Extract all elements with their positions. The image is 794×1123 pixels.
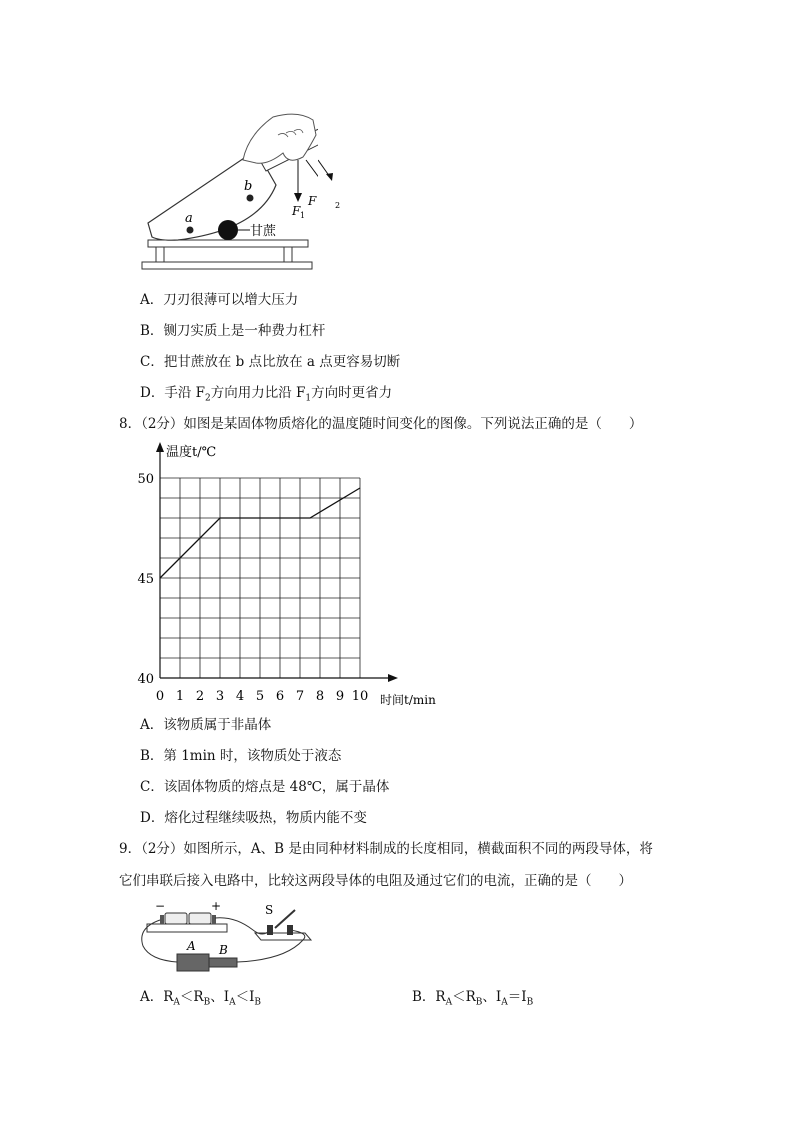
label-a: a [185, 211, 193, 226]
option-letter: A． [140, 292, 164, 308]
option-letter: B． [140, 323, 164, 339]
label-sugarcane: 甘蔗 [250, 224, 277, 239]
option-letter: B． [140, 748, 164, 764]
label-A: A [187, 939, 196, 953]
label-f2-sub: 2 [335, 201, 341, 210]
q7-option-c[interactable] [140, 353, 400, 371]
x-axis-label: 时间t/min [380, 693, 436, 707]
x-tick-label: 1 [175, 689, 185, 704]
operator: ＜ [452, 989, 466, 1005]
q7-option-a[interactable] [140, 291, 298, 309]
q8-option-a[interactable] [140, 716, 271, 734]
x-tick-label: 0 [155, 689, 165, 704]
symbol: R [435, 989, 446, 1005]
subscript: A [445, 997, 453, 1008]
y-axis-arrow [156, 442, 164, 452]
option-letter: A． [140, 717, 164, 733]
conductor-b [209, 958, 237, 967]
label-f2: F [308, 194, 317, 208]
q8-option-b[interactable] [140, 747, 341, 765]
temperature-time-chart [130, 440, 450, 715]
subscript: A [501, 997, 508, 1008]
q9-stem-line2: 它们串联后接入电路中，比较这两段导体的电阻及通过它们的电流，正确的是（ ） [119, 873, 632, 889]
q9-option-b[interactable] [412, 988, 533, 1012]
option-letter: A． [140, 989, 164, 1005]
subscript: 2 [205, 393, 211, 404]
q7-option-b[interactable] [140, 322, 325, 340]
q8-option-d[interactable] [140, 809, 367, 827]
x-tick-label: 3 [215, 689, 225, 704]
point-a [187, 227, 194, 234]
x-tick-label: 7 [295, 689, 305, 704]
option-text: 铡刀实质上是一种费力杠杆 [163, 323, 326, 339]
x-tick-label: 6 [275, 689, 285, 704]
option-text: 方向用力比沿 F [210, 385, 306, 401]
option-text: 手沿 F [164, 385, 205, 401]
label-b: b [244, 179, 253, 194]
cutter-figure-overflow [318, 155, 358, 215]
x-tick-label: 4 [235, 689, 245, 704]
option-text: 方向时更省力 [311, 385, 393, 401]
operator: ＝ [507, 989, 522, 1005]
battery-holder [147, 924, 227, 932]
option-letter: C． [140, 354, 164, 370]
q8-option-c[interactable] [140, 778, 389, 796]
symbol: I [223, 989, 230, 1005]
option-text: 熔化过程继续吸热，物质内能不变 [164, 810, 367, 826]
operator: ＜ [179, 989, 194, 1005]
option-letter: D． [140, 385, 165, 401]
symbol: I [521, 989, 527, 1005]
q9-stem-line1: 9．（2分）如图所示，A、B 是由同种材料制成的长度相同，横截面积不同的两段导体，将 [119, 841, 653, 857]
symbol: R [163, 989, 174, 1005]
x-tick-label: 8 [315, 689, 325, 704]
plus-sign: + [211, 899, 222, 913]
hand [243, 114, 316, 163]
subscript: 1 [305, 393, 312, 404]
separator: 、 [482, 989, 496, 1005]
force-f2-arrow [306, 160, 318, 187]
conductor-a [177, 954, 209, 971]
sugarcane [218, 220, 238, 240]
symbol: I [249, 989, 255, 1005]
option-text: 第 1min 时，该物质处于液态 [163, 748, 342, 764]
battery-1 [165, 913, 187, 924]
minus-sign: − [155, 899, 166, 913]
battery-2 [189, 913, 211, 924]
subscript: B [254, 997, 262, 1008]
subscript: B [526, 997, 534, 1008]
y-tick-label: 50 [137, 472, 154, 487]
x-tick-label: 10 [351, 689, 369, 704]
x-tick-label: 9 [335, 689, 345, 704]
operator: ＜ [235, 989, 250, 1005]
option-text: 把甘蔗放在 b 点比放在 a 点更容易切断 [163, 354, 401, 370]
label-f1: F [292, 204, 301, 218]
option-letter: C． [140, 779, 164, 795]
option-letter: B． [412, 989, 436, 1005]
option-text: 刀刃很薄可以增大压力 [163, 292, 299, 308]
symbol: R [465, 989, 476, 1005]
switch-label: S [265, 903, 274, 917]
option-letter: D． [140, 810, 165, 826]
subscript: A [173, 997, 180, 1008]
y-tick-label: 40 [137, 672, 154, 687]
separator: 、 [210, 989, 224, 1005]
q8-stem: 8．（2分）如图是某固体物质熔化的温度随时间变化的图像。下列说法正确的是（ ） [119, 416, 643, 432]
q9-option-a[interactable] [140, 988, 261, 1012]
base-board [148, 240, 308, 247]
q7-option-d[interactable] [140, 384, 392, 408]
x-tick-label: 2 [195, 689, 205, 704]
option-text: 该物质属于非晶体 [163, 717, 272, 733]
y-axis-label: 温度t/℃ [166, 445, 217, 460]
y-tick-label: 45 [137, 572, 154, 587]
cutter-figure [138, 105, 318, 275]
x-tick-label: 5 [255, 689, 265, 704]
symbol: I [495, 989, 502, 1005]
subscript: A [229, 997, 236, 1008]
x-axis-arrow [388, 674, 398, 682]
circuit-figure [135, 898, 320, 978]
label-f1-sub: 1 [300, 211, 306, 220]
option-text: 该固体物质的熔点是 48℃，属于晶体 [163, 779, 390, 795]
symbol: R [193, 989, 204, 1005]
subscript: B [203, 997, 211, 1008]
label-B: B [219, 943, 228, 957]
point-b [247, 195, 254, 202]
subscript: B [475, 997, 483, 1008]
